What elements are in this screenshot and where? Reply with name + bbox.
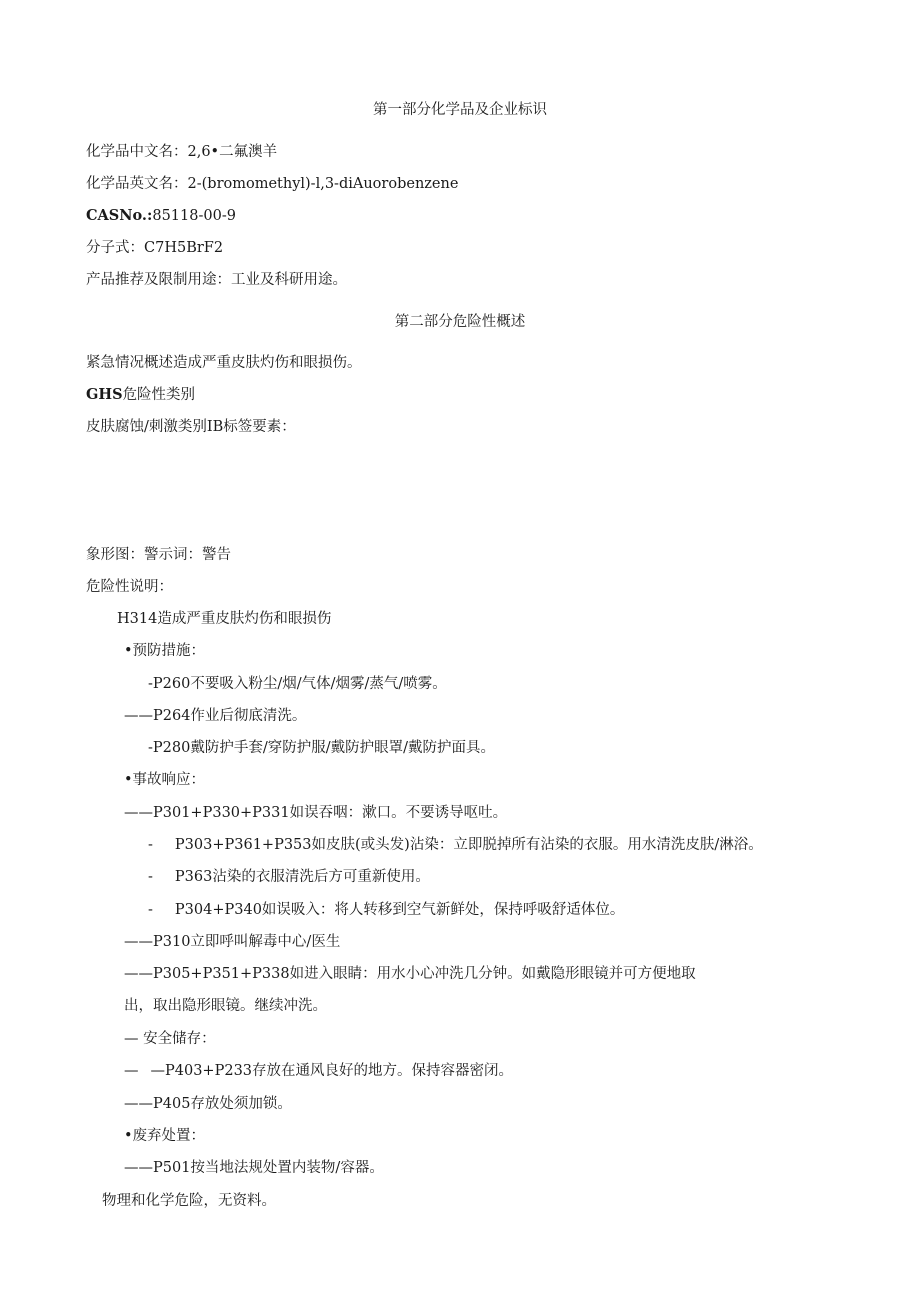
usage-value: 工业及科研用途。 — [231, 272, 347, 288]
p304-line — [148, 900, 624, 920]
p403-dash: — — [124, 1063, 139, 1079]
p301-statement: ——P301+P330+P331如误吞咽：漱口。不要诱导呕吐。 — [124, 805, 508, 821]
formula-line — [86, 238, 223, 258]
ghs-label: GHS — [86, 386, 123, 403]
p264-statement: ——P264作业后彻底清洗。 — [124, 708, 307, 724]
p305-statement-line1: ——P305+P351+P338如进入眼睛：用水小心冲洗几分钟。如戴隐形眼镜并可方便地取 — [124, 966, 696, 982]
p303-line — [148, 835, 763, 855]
physical-chemical-hazard: 物理和化学危险，无资料。 — [102, 1193, 276, 1209]
p363-statement: P363沾染的衣服清洗后方可重新使用。 — [174, 869, 430, 885]
p260-statement: -P260不要吸入粉尘/烟/气体/烟雾/蒸气/喷雾。 — [148, 676, 447, 692]
emergency-overview: 紧急情况概述造成严重皮肤灼伤和眼损伤。 — [86, 355, 362, 371]
usage-line — [86, 270, 347, 290]
pictogram-line: 象形图：警示词：警告 — [86, 547, 231, 563]
response-label: •事故响应： — [124, 772, 206, 788]
section1-heading: 第一部分化学品及企业标识 — [373, 102, 547, 118]
english-name-label: 化学品英文名： — [86, 176, 188, 192]
p363-line — [148, 867, 430, 887]
chinese-name-label: 化学品中文名： — [86, 144, 188, 160]
p304-dash: - — [148, 902, 153, 918]
english-name-line — [86, 174, 458, 194]
p280-statement: -P280戴防护手套/穿防护服/戴防护眼罩/戴防护面具。 — [148, 740, 495, 756]
prevention-label: •预防措施： — [124, 643, 206, 659]
cas-value: 85118-00-9 — [152, 208, 236, 224]
chinese-name-value: 2,6•二氟澳羊 — [187, 144, 278, 160]
ghs-category-line — [86, 385, 195, 405]
p305-statement-line2: 出，取出隐形眼镜。继续冲洗。 — [124, 998, 327, 1014]
english-name-value: 2-(bromomethyl)-l,3-diAuorobenzene — [187, 176, 459, 192]
usage-label: 产品推荐及限制用途： — [86, 272, 231, 288]
p501-statement: ——P501按当地法规处置内装物/容器。 — [124, 1160, 384, 1176]
p303-dash: - — [148, 837, 153, 853]
chinese-name-line — [86, 142, 277, 162]
p310-statement: ——P310立即呼叫解毒中心/医生 — [124, 934, 341, 950]
cas-line — [86, 206, 236, 226]
section2-heading: 第二部分危险性概述 — [394, 314, 526, 330]
p403-statement: —P403+P233存放在通风良好的地方。保持容器密闭。 — [150, 1063, 514, 1079]
ghs-rest: 危险性类别 — [122, 387, 196, 403]
h314-statement: H314造成严重皮肤灼伤和眼损伤 — [117, 611, 332, 627]
p405-statement: ——P405存放处须加锁。 — [124, 1096, 292, 1112]
storage-label: — 安全储存： — [124, 1031, 216, 1047]
p403-line — [124, 1061, 513, 1081]
p303-statement: P303+P361+P353如皮肤(或头发)沾染：立即脱掉所有沾染的衣服。用水清洗皮肤/淋浴。 — [174, 837, 763, 853]
hazard-statement-label: 危险性说明： — [86, 579, 173, 595]
disposal-label: •废弃处置： — [124, 1128, 206, 1144]
formula-label: 分子式： — [86, 240, 144, 256]
p363-dash: - — [148, 869, 153, 885]
cas-label: CASNo.: — [86, 207, 153, 224]
formula-value: C7H5BrF2 — [144, 240, 224, 256]
skin-class-line: 皮肤腐蚀/刺激类别IB标签要素： — [86, 419, 296, 435]
p304-statement: P304+P340如误吸入：将人转移到空气新鲜处，保持呼吸舒适体位。 — [174, 902, 625, 918]
